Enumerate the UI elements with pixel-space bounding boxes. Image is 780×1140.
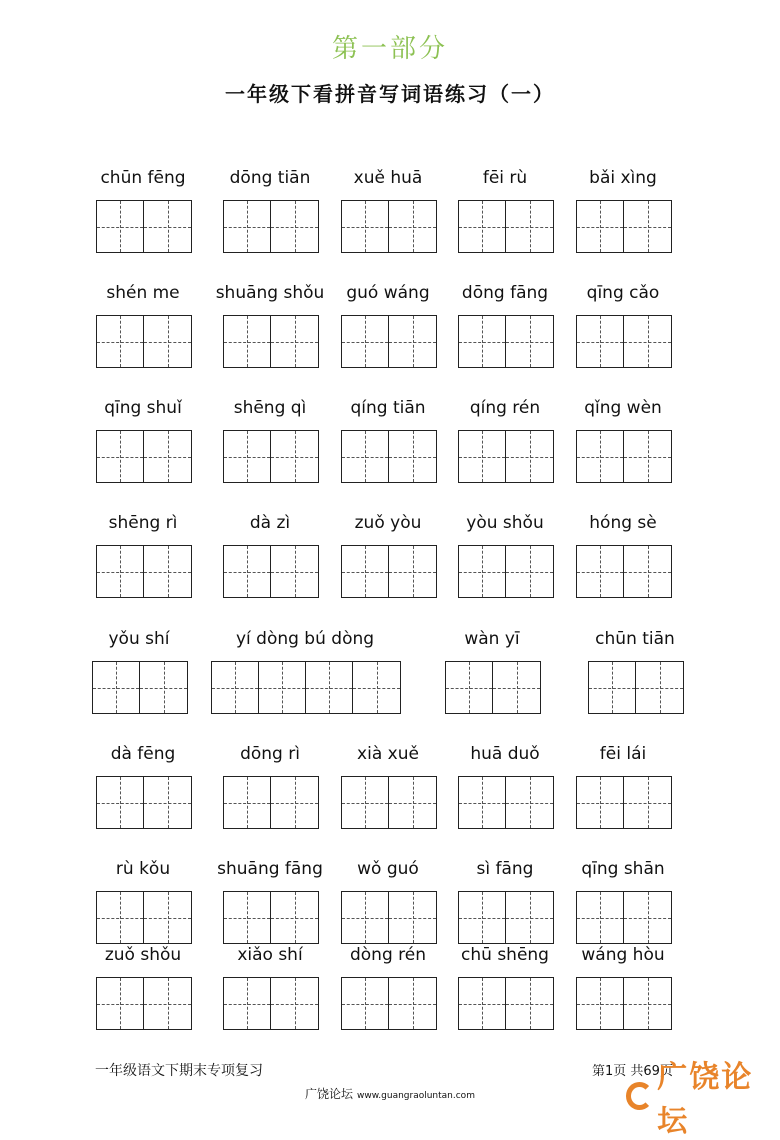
pinyin-label: yí dòng bú dòng — [235, 629, 375, 649]
tianzige-cell[interactable] — [140, 662, 187, 713]
writing-grid[interactable] — [96, 891, 192, 944]
writing-grid[interactable] — [223, 977, 319, 1030]
tianzige-cell[interactable] — [577, 201, 624, 252]
tianzige-cell[interactable] — [271, 316, 318, 367]
tianzige-cell[interactable] — [389, 316, 436, 367]
tianzige-cell[interactable] — [589, 662, 636, 713]
pinyin-label: shēng rì — [108, 513, 178, 533]
pinyin-label: xià xuě — [357, 744, 419, 764]
tianzige-cell[interactable] — [624, 777, 671, 828]
tianzige-cell[interactable] — [271, 978, 318, 1029]
tianzige-cell[interactable] — [306, 662, 353, 713]
tianzige-cell[interactable] — [224, 777, 271, 828]
tianzige-cell[interactable] — [144, 546, 191, 597]
tianzige-cell[interactable] — [342, 316, 389, 367]
writing-grid[interactable] — [458, 891, 554, 944]
pinyin-label: qíng rén — [469, 398, 541, 418]
tianzige-cell[interactable] — [342, 546, 389, 597]
writing-grid[interactable] — [223, 430, 319, 483]
writing-grid[interactable] — [96, 315, 192, 368]
writing-grid[interactable] — [341, 776, 437, 829]
writing-grid[interactable] — [576, 891, 672, 944]
pinyin-label: zuǒ yòu — [354, 513, 422, 533]
tianzige-cell[interactable] — [224, 892, 271, 943]
tianzige-cell[interactable] — [224, 316, 271, 367]
tianzige-cell[interactable] — [624, 201, 671, 252]
pinyin-label: wáng hòu — [581, 945, 665, 965]
pinyin-label: shēng qì — [233, 398, 307, 418]
writing-grid[interactable] — [341, 200, 437, 253]
writing-grid[interactable] — [576, 776, 672, 829]
tianzige-cell[interactable] — [624, 546, 671, 597]
tianzige-cell[interactable] — [342, 431, 389, 482]
tianzige-cell[interactable] — [506, 546, 553, 597]
tianzige-cell[interactable] — [97, 431, 144, 482]
pinyin-label: chūn tiān — [595, 629, 675, 649]
tianzige-cell[interactable] — [342, 892, 389, 943]
tianzige-cell[interactable] — [93, 662, 140, 713]
writing-grid[interactable] — [92, 661, 188, 714]
pinyin-label: dà fēng — [110, 744, 176, 764]
writing-grid[interactable] — [458, 430, 554, 483]
tianzige-cell[interactable] — [506, 777, 553, 828]
tianzige-cell[interactable] — [97, 892, 144, 943]
tianzige-cell[interactable] — [353, 662, 400, 713]
tianzige-cell[interactable] — [271, 431, 318, 482]
tianzige-cell[interactable] — [144, 201, 191, 252]
pinyin-label: shén me — [106, 283, 180, 303]
tianzige-cell[interactable] — [271, 546, 318, 597]
writing-grid[interactable] — [96, 776, 192, 829]
writing-grid[interactable] — [458, 977, 554, 1030]
tianzige-cell[interactable] — [636, 662, 683, 713]
writing-grid[interactable] — [223, 545, 319, 598]
pinyin-label: wǒ guó — [357, 859, 419, 879]
tianzige-cell[interactable] — [144, 892, 191, 943]
tianzige-cell[interactable] — [97, 546, 144, 597]
writing-grid[interactable] — [96, 545, 192, 598]
writing-grid[interactable] — [458, 776, 554, 829]
brand-name: 广饶论坛 — [305, 1087, 354, 1101]
tianzige-cell[interactable] — [506, 892, 553, 943]
tianzige-cell[interactable] — [259, 662, 306, 713]
writing-grid[interactable] — [96, 430, 192, 483]
tianzige-cell[interactable] — [506, 316, 553, 367]
tianzige-cell[interactable] — [144, 978, 191, 1029]
tianzige-cell[interactable] — [97, 978, 144, 1029]
writing-grid[interactable] — [341, 977, 437, 1030]
writing-grid[interactable] — [341, 891, 437, 944]
tianzige-cell[interactable] — [493, 662, 540, 713]
section-heading: 第一部分 — [331, 34, 448, 64]
tianzige-cell[interactable] — [459, 201, 506, 252]
pinyin-label: huā duǒ — [470, 744, 540, 764]
tianzige-cell[interactable] — [144, 777, 191, 828]
writing-grid[interactable] — [223, 891, 319, 944]
tianzige-cell[interactable] — [389, 978, 436, 1029]
pinyin-label: zuǒ shǒu — [104, 945, 182, 965]
writing-grid[interactable] — [211, 661, 401, 714]
pinyin-label: fēi rù — [482, 168, 528, 188]
tianzige-cell[interactable] — [506, 201, 553, 252]
writing-grid[interactable] — [223, 315, 319, 368]
writing-grid[interactable] — [445, 661, 541, 714]
tianzige-cell[interactable] — [97, 201, 144, 252]
tianzige-cell[interactable] — [577, 892, 624, 943]
tianzige-cell[interactable] — [624, 316, 671, 367]
tianzige-cell[interactable] — [224, 546, 271, 597]
tianzige-cell[interactable] — [342, 777, 389, 828]
tianzige-cell[interactable] — [224, 431, 271, 482]
tianzige-cell[interactable] — [459, 546, 506, 597]
writing-grid[interactable] — [223, 200, 319, 253]
tianzige-cell[interactable] — [342, 201, 389, 252]
tianzige-cell[interactable] — [224, 201, 271, 252]
pinyin-label: dōng fāng — [461, 283, 549, 303]
tianzige-cell[interactable] — [389, 546, 436, 597]
writing-grid[interactable] — [576, 430, 672, 483]
pinyin-label: xiǎo shí — [237, 945, 303, 965]
writing-grid[interactable] — [576, 315, 672, 368]
tianzige-cell[interactable] — [271, 777, 318, 828]
writing-grid[interactable] — [576, 200, 672, 253]
bottom-brand — [0, 1085, 780, 1102]
writing-grid[interactable] — [458, 545, 554, 598]
tianzige-cell[interactable] — [506, 431, 553, 482]
writing-grid[interactable] — [223, 776, 319, 829]
tianzige-cell[interactable] — [459, 892, 506, 943]
tianzige-cell[interactable] — [144, 431, 191, 482]
pinyin-label: qīng shuǐ — [104, 398, 182, 418]
tianzige-cell[interactable] — [459, 316, 506, 367]
writing-grid[interactable] — [341, 430, 437, 483]
writing-grid[interactable] — [96, 200, 192, 253]
page-number: 第1页 共69页 — [592, 1064, 673, 1079]
pinyin-label: guó wáng — [346, 283, 430, 303]
tianzige-cell[interactable] — [577, 431, 624, 482]
writing-grid[interactable] — [588, 661, 684, 714]
pinyin-label: dà zì — [249, 513, 291, 533]
pinyin-label: hóng sè — [589, 513, 657, 533]
tianzige-cell[interactable] — [577, 546, 624, 597]
worksheet-title: 一年级下看拼音写词语练习（一） — [225, 82, 555, 106]
pinyin-label: yǒu shí — [108, 629, 170, 649]
writing-grid[interactable] — [458, 315, 554, 368]
pinyin-label: chūn fēng — [100, 168, 186, 188]
pinyin-label: dòng rén — [349, 945, 427, 965]
pinyin-label: wàn yī — [464, 629, 520, 649]
pinyin-label: qīng shān — [581, 859, 665, 879]
pinyin-label: qīng cǎo — [586, 283, 660, 303]
tianzige-cell[interactable] — [97, 316, 144, 367]
pinyin-label: chū shēng — [461, 945, 549, 965]
tianzige-cell[interactable] — [624, 892, 671, 943]
tianzige-cell[interactable] — [389, 892, 436, 943]
tianzige-cell[interactable] — [577, 978, 624, 1029]
tianzige-cell[interactable] — [506, 978, 553, 1029]
pinyin-label: bǎi xìng — [589, 168, 657, 188]
writing-grid[interactable] — [341, 545, 437, 598]
tianzige-cell[interactable] — [459, 978, 506, 1029]
tianzige-cell[interactable] — [271, 201, 318, 252]
pinyin-label: qǐng wèn — [584, 398, 662, 418]
tianzige-cell[interactable] — [446, 662, 493, 713]
tianzige-cell[interactable] — [212, 662, 259, 713]
writing-grid[interactable] — [96, 977, 192, 1030]
tianzige-cell[interactable] — [144, 316, 191, 367]
brand-site-url: www.guangraoluntan.com — [357, 1091, 475, 1101]
pinyin-label: rù kǒu — [115, 859, 171, 879]
footer-course-label: 一年级语文下期末专项复习 — [95, 1063, 263, 1079]
tianzige-cell[interactable] — [624, 431, 671, 482]
pinyin-label: sì fāng — [476, 859, 534, 879]
tianzige-cell[interactable] — [459, 777, 506, 828]
writing-grid[interactable] — [458, 200, 554, 253]
tianzige-cell[interactable] — [624, 978, 671, 1029]
pinyin-label: dōng rì — [240, 744, 300, 764]
writing-grid[interactable] — [576, 977, 672, 1030]
pinyin-label: shuāng shǒu — [215, 283, 325, 303]
writing-grid[interactable] — [576, 545, 672, 598]
tianzige-cell[interactable] — [224, 978, 271, 1029]
tianzige-cell[interactable] — [342, 978, 389, 1029]
pinyin-label: yòu shǒu — [466, 513, 544, 533]
pinyin-label: qíng tiān — [350, 398, 426, 418]
tianzige-cell[interactable] — [389, 201, 436, 252]
pinyin-label: dōng tiān — [229, 168, 311, 188]
writing-grid[interactable] — [341, 315, 437, 368]
tianzige-cell[interactable] — [459, 431, 506, 482]
logo-text: 广饶论坛 — [657, 1060, 754, 1139]
tianzige-cell[interactable] — [389, 431, 436, 482]
tianzige-cell[interactable] — [271, 892, 318, 943]
tianzige-cell[interactable] — [577, 777, 624, 828]
pinyin-label: shuāng fāng — [217, 859, 323, 879]
tianzige-cell[interactable] — [389, 777, 436, 828]
pinyin-label: xuě huā — [353, 168, 423, 188]
pinyin-label: fēi lái — [599, 744, 647, 764]
tianzige-cell[interactable] — [577, 316, 624, 367]
tianzige-cell[interactable] — [97, 777, 144, 828]
